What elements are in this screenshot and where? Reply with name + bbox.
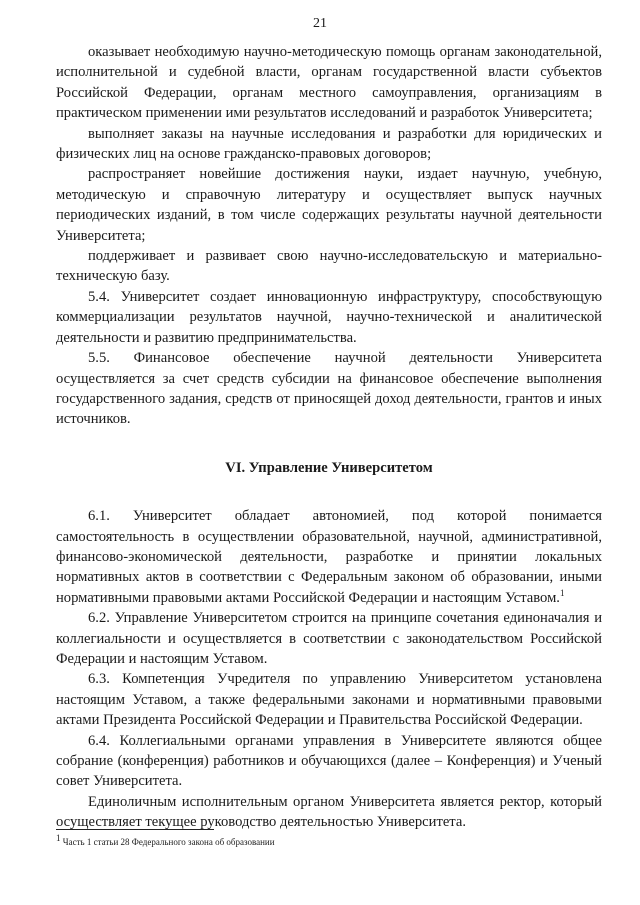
section-heading: VI. Управление Университетом <box>225 459 433 476</box>
footnote-number: 1 <box>56 833 61 843</box>
paragraph: Единоличным исполнительным органом Университета является ректор, который осуществляет текущее руководство деятельностью Университета. <box>56 793 602 831</box>
footnote-text: Часть 1 статьи 28 Федерального закона об образовании <box>62 837 275 847</box>
paragraph-6-3: 6.3. Компетенция Учредителя по управлению Университетом установлена настоящим Уставом, а также федеральными законами и нормативными правовыми актами Президента Российской Федерации и Правительства Российской Федерации. <box>56 671 602 729</box>
document-body <box>56 42 602 833</box>
paragraph-6-2: 6.2. Управление Университетом строится на принципе сочетания единоначалия и коллегиальности и осуществляется в соответствии с законодательством Российской Федерации и настоящим Уставом. <box>56 610 602 667</box>
paragraph: поддерживает и развивает свою научно-исследовательскую и материально-техническую базу. <box>56 248 602 285</box>
paragraph-6-1 <box>56 506 602 608</box>
paragraph: оказывает необходимую научно-методическую помощь органам законодательной, исполнительной и судебной власти, органам государственной власти субъектов Российской Федерации, органам местного самоуправления, организациям в практическом применении ими результатов исследований и разработок Университета; <box>56 44 602 122</box>
footnote-reference[interactable]: 1 <box>559 587 565 598</box>
page-number: 21 <box>313 16 327 31</box>
paragraph-5-5: 5.5. Финансовое обеспечение научной деятельности Университета осуществляется за счет средств субсидии на финансовое обеспечение выполнения государственного задания, средств от приносящей доход деятельности, грантов и иных источников. <box>56 350 602 428</box>
paragraph-5-4: 5.4. Университет создает инновационную инфраструктуру, способствующую коммерциализации результатов научной, научно-технической и аналитической деятельности и развитию предпринимательства. <box>56 288 602 346</box>
footnote <box>56 833 596 848</box>
paragraph-6-1-text: 6.1. Университет обладает автономией, под которой понимается самостоятельность в осуществлении образовательной, научной, административной, финансово-экономической деятельности, разработке и принятии локальных нормативных актов в соответствии с Федеральным законом об образовании, иными нормативными правовыми актами Российской Федерации и настоящим Уставом. <box>56 508 602 606</box>
paragraph-6-4: 6.4. Коллегиальными органами управления в Университете являются общее собрание (конференция) работников и обучающихся (далее – Конференция) и Ученый совет Университета. <box>56 732 602 790</box>
paragraph: распространяет новейшие достижения науки, издает научную, учебную, методическую и справочную литературу и осуществляет выпуск научных периодических изданий, в том числе содержащих результаты научной деятельности Университета; <box>56 166 602 244</box>
footnote-divider <box>56 829 214 830</box>
paragraph: выполняет заказы на научные исследования и разработки для юридических и физических лиц на основе гражданско-правовых договоров; <box>56 125 602 163</box>
